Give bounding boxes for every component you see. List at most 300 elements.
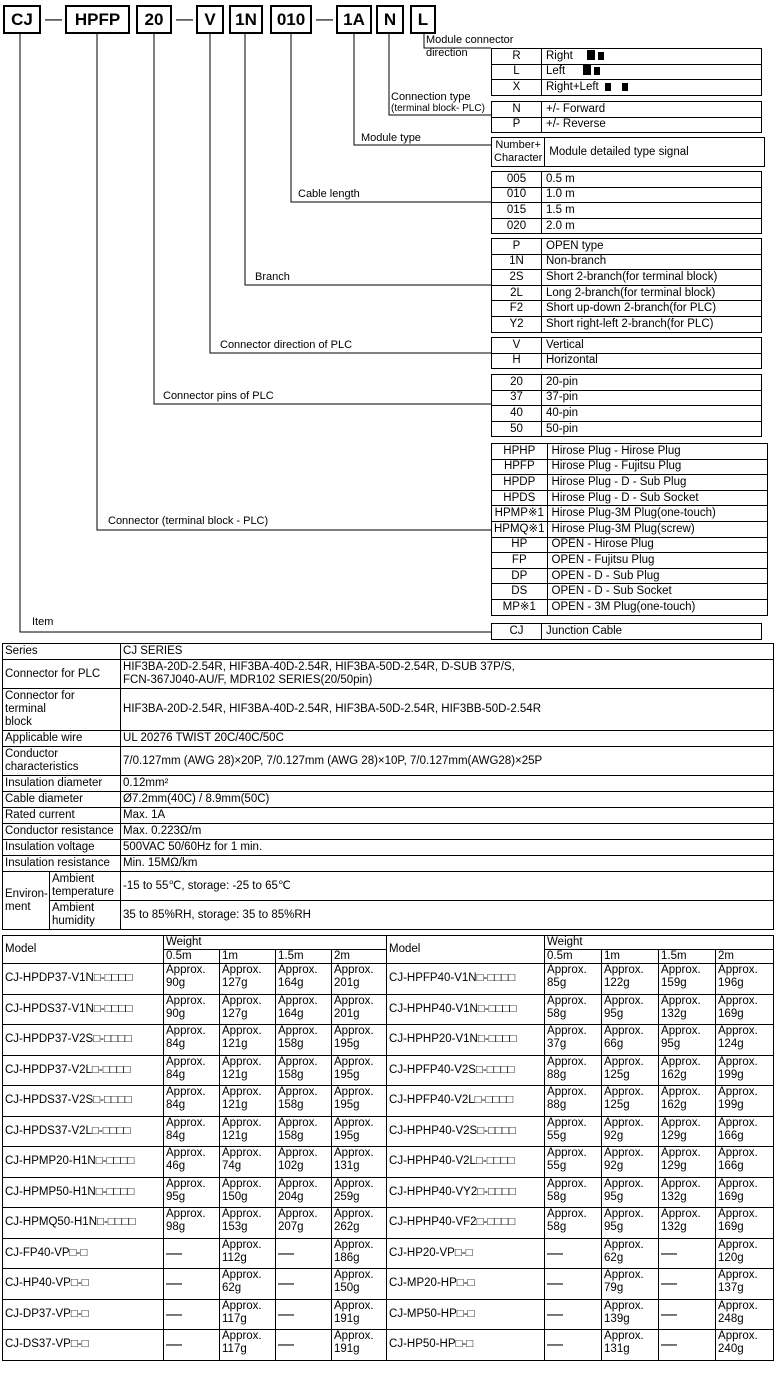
weight-cell: [220, 1177, 276, 1208]
spec-value: 500VAC 50/60Hz for 1 min.: [121, 840, 774, 856]
weights-row: [3, 1025, 774, 1056]
option-row: [492, 537, 768, 553]
weight-value: 95g: [604, 1190, 624, 1203]
weight-cell: [220, 1116, 276, 1147]
weights-header-row: [3, 936, 774, 950]
spec-row: [3, 901, 774, 930]
option-desc-text: Left: [546, 65, 566, 78]
approx-label: Approx.: [547, 964, 587, 976]
weight-value: 84g: [166, 1099, 186, 1111]
model-cell: CJ-HPHP40-VY2□-□□□□: [387, 1177, 545, 1208]
weight-value: 132g: [661, 1221, 687, 1233]
weight-value: 158g: [278, 1068, 304, 1081]
weight-value: 92g: [604, 1129, 624, 1142]
approx-label: Approx.: [718, 1086, 758, 1098]
weight-value: 92g: [604, 1160, 624, 1172]
weight-value: 98g: [166, 1221, 186, 1233]
code-dash-3: —: [316, 9, 333, 28]
weight-cell: [220, 1025, 276, 1056]
model-cell: CJ-HPDP37-V2S□-□□□□: [3, 1025, 164, 1056]
approx-label: Approx.: [222, 1116, 262, 1129]
spec-row: [3, 872, 774, 901]
model-cell: CJ-HPDS37-V2S□-□□□□: [3, 1086, 164, 1117]
label-connection-type-1: Connection type: [391, 91, 471, 103]
option-desc: Hirose Plug-3M Plug(one-touch): [547, 506, 767, 522]
weight-cell: [716, 1177, 774, 1208]
weight-dash: —: [545, 1330, 602, 1361]
weight-value: 129g: [661, 1129, 687, 1142]
model-cell: CJ-MP50-HP□-□: [387, 1299, 545, 1330]
code-dash-1: —: [45, 9, 62, 28]
approx-label: Approx.: [222, 1086, 262, 1098]
approx-label: Approx.: [334, 1116, 374, 1129]
spec-key-environment: [3, 872, 50, 930]
option-row: [492, 475, 768, 491]
weight-cell: [332, 1269, 387, 1300]
connector-left-icon: [622, 83, 628, 91]
option-desc: 20-pin: [542, 375, 762, 391]
model-cell: CJ-HPMQ50-H1N□-□□□□: [3, 1208, 164, 1239]
option-row: [492, 568, 768, 584]
connector-type-table: [491, 443, 768, 616]
code-part-direction: V: [196, 5, 224, 34]
approx-label: Approx.: [547, 1208, 587, 1220]
weight-value: 95g: [661, 1038, 681, 1050]
weight-cell: [164, 1177, 220, 1208]
model-cell: CJ-HPFP40-V2L□-□□□□: [387, 1086, 545, 1117]
option-code: Y2: [492, 316, 542, 332]
weight-value: 121g: [222, 1068, 248, 1081]
model-cell: CJ-HPDS37-V1N□-□□□□: [3, 994, 164, 1025]
option-desc: Vertical: [542, 338, 762, 354]
weight-value: 162g: [661, 1099, 687, 1111]
approx-label: Approx.: [718, 1116, 758, 1129]
option-code: 37: [492, 390, 542, 406]
weight-value: 158g: [278, 1099, 304, 1111]
weight-cell: [164, 964, 220, 995]
model-cell: CJ-HPDS37-V2L□-□□□□: [3, 1116, 164, 1147]
option-code: FP: [492, 553, 548, 569]
approx-label: Approx.: [547, 1025, 587, 1037]
weight-cell: [332, 1147, 387, 1178]
approx-label: Approx.: [547, 1177, 587, 1190]
option-row: [492, 584, 768, 600]
option-row: [492, 353, 762, 369]
weight-cell: [276, 1177, 332, 1208]
approx-label: Approx.: [718, 1025, 758, 1037]
weight-value: 127g: [222, 977, 248, 989]
spec-value-line1: HIF3BA-20D-2.54R, HIF3BA-40D-2.54R, HIF3BA-50D-2.54R, D-SUB 37P/S,: [123, 661, 515, 673]
spec-key: Series: [3, 644, 121, 660]
option-code: 40: [492, 406, 542, 422]
weight-cell: [716, 1147, 774, 1178]
option-code: HPMQ※1: [492, 521, 548, 537]
option-code: MP※1: [492, 599, 548, 615]
weight-value: 37g: [547, 1038, 567, 1050]
weight-value: 132g: [661, 1190, 687, 1203]
approx-label: Approx.: [334, 1177, 374, 1190]
spec-key: [50, 901, 121, 930]
weight-cell: [545, 1116, 602, 1147]
option-code: HPHP: [492, 444, 548, 460]
option-desc: OPEN - Fujitsu Plug: [547, 553, 767, 569]
approx-label: Approx.: [222, 1055, 262, 1068]
connector-plug-icon: [598, 52, 604, 60]
weight-cell: [716, 1086, 774, 1117]
option-code-line2: Character: [494, 152, 543, 164]
connector-right-icon: [587, 50, 595, 60]
weight-value: 55g: [547, 1129, 567, 1142]
weight-cell: [602, 1269, 659, 1300]
weight-value: 195g: [334, 1068, 360, 1081]
weight-cell: [716, 1208, 774, 1239]
option-row: [492, 138, 765, 167]
option-desc: 40-pin: [542, 406, 762, 422]
weight-cell: [276, 1147, 332, 1178]
weight-value: 195g: [334, 1129, 360, 1142]
option-row: [492, 301, 762, 317]
header-weight: Weight: [545, 936, 774, 950]
option-desc: Hirose Plug-3M Plug(screw): [547, 521, 767, 537]
weight-value: 129g: [661, 1160, 687, 1172]
approx-label: Approx.: [166, 1055, 206, 1068]
connector-plug-icon: [594, 67, 600, 75]
weight-value: 191g: [334, 1343, 360, 1355]
pins-table: [491, 374, 762, 437]
label-module-connector-direction-2: direction: [426, 47, 468, 59]
option-desc: +/- Reverse: [542, 117, 762, 133]
weight-value: 191g: [334, 1312, 360, 1325]
spec-row: [3, 731, 774, 747]
branch-table: [491, 238, 762, 333]
label-connector-pins-plc: Connector pins of PLC: [163, 390, 274, 402]
weight-dash: —: [659, 1238, 716, 1269]
spec-value-line2: FCN-367J040-AU/F, MDR102 SERIES(20/50pin): [123, 674, 373, 686]
spec-key: [3, 689, 121, 731]
approx-label: Approx.: [278, 1025, 318, 1037]
weight-cell: [545, 1177, 602, 1208]
weight-cell: [602, 1086, 659, 1117]
spec-value: 7/0.127mm (AWG 28)×20P, 7/0.127mm (AWG 28)×10P, 7/0.127mm(AWG28)×25P: [121, 747, 774, 776]
weight-cell: [220, 1299, 276, 1330]
model-cell: CJ-DP37-VP□-□: [3, 1299, 164, 1330]
weight-cell: [332, 1330, 387, 1361]
spec-row: [3, 824, 774, 840]
option-desc: 37-pin: [542, 390, 762, 406]
weight-value: 95g: [604, 1007, 624, 1020]
option-row: [492, 102, 762, 118]
weight-cell: [659, 1147, 716, 1178]
weight-dash: —: [545, 1238, 602, 1269]
weights-row: [3, 994, 774, 1025]
weight-value: 159g: [661, 977, 687, 989]
option-code-line1: Number+: [495, 139, 541, 151]
weight-value: 88g: [547, 1068, 567, 1081]
option-desc-text: Right: [546, 49, 573, 62]
option-desc: 1.0 m: [542, 187, 762, 203]
approx-label: Approx.: [334, 1330, 374, 1342]
header-length: 1.5m: [276, 950, 332, 964]
model-cell: CJ-HPFP40-V1N□-□□□□: [387, 964, 545, 995]
connection-options-table: [491, 101, 762, 133]
weight-cell: [220, 994, 276, 1025]
option-code: N: [492, 102, 542, 118]
option-row: [492, 553, 768, 569]
spec-key-line2: temperature: [52, 886, 115, 898]
weight-dash: —: [276, 1330, 332, 1361]
weight-cell: [602, 1025, 659, 1056]
model-cell: CJ-HPHP40-V1N□-□□□□: [387, 994, 545, 1025]
ordering-code-diagram: [0, 0, 781, 640]
weight-value: 121g: [222, 1038, 248, 1050]
approx-label: Approx.: [661, 1055, 701, 1068]
weight-cell: [276, 1086, 332, 1117]
weight-cell: [659, 1116, 716, 1147]
approx-label: Approx.: [334, 1299, 374, 1312]
option-row: [492, 390, 762, 406]
option-desc: 50-pin: [542, 421, 762, 437]
option-desc: OPEN type: [542, 239, 762, 255]
weight-cell: [602, 964, 659, 995]
approx-label: Approx.: [661, 994, 701, 1007]
code-part-branch: 1N: [229, 5, 263, 34]
label-cable-length: Cable length: [298, 188, 360, 200]
header-model: Model: [3, 936, 164, 964]
option-code: HPMP※1: [492, 506, 548, 522]
option-row: [492, 316, 762, 332]
spec-value: Max. 0.223Ω/m: [121, 824, 774, 840]
option-row: [492, 338, 762, 354]
header-length: 2m: [332, 950, 387, 964]
option-row: [492, 49, 762, 65]
weight-value: 195g: [334, 1038, 360, 1050]
weight-value: 85g: [547, 977, 567, 989]
weight-value: 248g: [718, 1312, 744, 1325]
weight-cell: [332, 1238, 387, 1269]
weight-cell: [659, 1177, 716, 1208]
option-row: [492, 444, 768, 460]
weight-value: 204g: [278, 1190, 304, 1203]
weight-value: 201g: [334, 1007, 360, 1020]
header-length: 1m: [220, 950, 276, 964]
weight-cell: [164, 1116, 220, 1147]
weights-row: [3, 1238, 774, 1269]
spec-key: Cable diameter: [3, 792, 121, 808]
weight-value: 95g: [166, 1190, 186, 1203]
option-code: 2S: [492, 270, 542, 286]
option-row: [492, 490, 768, 506]
approx-label: Approx.: [547, 1055, 587, 1068]
spec-key: Applicable wire: [3, 731, 121, 747]
weight-value: 150g: [334, 1282, 360, 1294]
approx-label: Approx.: [604, 1269, 644, 1281]
weight-value: 186g: [334, 1251, 360, 1264]
weight-dash: —: [164, 1299, 220, 1330]
weight-value: 121g: [222, 1099, 248, 1111]
weight-value: 62g: [222, 1282, 242, 1294]
weights-row: [3, 1330, 774, 1361]
approx-label: Approx.: [547, 1086, 587, 1098]
option-row: [492, 459, 768, 475]
weight-cell: [276, 1025, 332, 1056]
approx-label: Approx.: [661, 1116, 701, 1129]
weight-value: 166g: [718, 1160, 744, 1172]
weight-cell: [332, 1055, 387, 1086]
spec-value: HIF3BA-20D-2.54R, HIF3BA-40D-2.54R, HIF3BA-50D-2.54R, HIF3BB-50D-2.54R: [121, 689, 774, 731]
weight-value: 55g: [547, 1160, 567, 1172]
weight-cell: [545, 1208, 602, 1239]
option-code: 50: [492, 421, 542, 437]
approx-label: Approx.: [718, 994, 758, 1007]
approx-label: Approx.: [547, 994, 587, 1007]
spec-row: [3, 747, 774, 776]
approx-label: Approx.: [334, 994, 374, 1007]
option-row: [492, 64, 762, 80]
weight-cell: [545, 964, 602, 995]
header-length: 1.5m: [659, 950, 716, 964]
model-cell: CJ-HPDP37-V2L□-□□□□: [3, 1055, 164, 1086]
weight-value: 139g: [604, 1312, 630, 1325]
label-module-connector-direction-1: Module connector: [426, 34, 514, 46]
option-row: [492, 285, 762, 301]
approx-label: Approx.: [604, 1116, 644, 1129]
approx-label: Approx.: [222, 1299, 262, 1312]
option-desc: +/- Forward: [542, 102, 762, 118]
approx-label: Approx.: [604, 1147, 644, 1159]
weights-row: [3, 1299, 774, 1330]
weight-cell: [659, 1025, 716, 1056]
header-model: Model: [387, 936, 545, 964]
weight-value: 158g: [278, 1038, 304, 1050]
spec-row: [3, 644, 774, 660]
spec-key: Conductor resistance: [3, 824, 121, 840]
weight-value: 125g: [604, 1099, 630, 1111]
approx-label: Approx.: [222, 964, 262, 976]
spec-row: [3, 660, 774, 689]
weights-row: [3, 1086, 774, 1117]
weight-value: 196g: [718, 977, 744, 989]
option-desc: Hirose Plug - D - Sub Plug: [547, 475, 767, 491]
weight-cell: [602, 1238, 659, 1269]
approx-label: Approx.: [661, 1208, 701, 1220]
code-part-module-type: 1A: [336, 5, 372, 34]
weight-value: 127g: [222, 1007, 248, 1020]
weight-dash: —: [659, 1330, 716, 1361]
code-part-connector: HPFP: [65, 5, 130, 34]
option-row: [492, 270, 762, 286]
weight-value: 169g: [718, 1221, 744, 1233]
weight-cell: [220, 1055, 276, 1086]
label-branch: Branch: [255, 271, 290, 283]
option-desc: Short 2-branch(for terminal block): [542, 270, 762, 286]
weight-cell: [659, 1055, 716, 1086]
weight-cell: [332, 1177, 387, 1208]
weight-cell: [545, 994, 602, 1025]
weight-value: 90g: [166, 977, 186, 989]
option-code: DS: [492, 584, 548, 600]
weight-cell: [276, 1116, 332, 1147]
weight-value: 240g: [718, 1343, 744, 1355]
approx-label: Approx.: [334, 1269, 374, 1281]
weight-value: 58g: [547, 1007, 567, 1020]
spec-row: [3, 808, 774, 824]
approx-label: Approx.: [718, 1299, 758, 1312]
weight-value: 169g: [718, 1007, 744, 1020]
weight-dash: —: [545, 1299, 602, 1330]
weight-value: 158g: [278, 1129, 304, 1142]
approx-label: Approx.: [334, 1025, 374, 1037]
option-desc: 1.5 m: [542, 203, 762, 219]
connector-direction-table: [491, 337, 762, 369]
weight-value: 84g: [166, 1068, 186, 1081]
weight-cell: [545, 1086, 602, 1117]
weight-dash: —: [659, 1299, 716, 1330]
spec-key-line1: Ambient: [52, 902, 95, 914]
weight-value: 124g: [718, 1038, 744, 1050]
weights-row: [3, 1147, 774, 1178]
approx-label: Approx.: [166, 1116, 206, 1129]
option-desc: OPEN - Hirose Plug: [547, 537, 767, 553]
option-code: F2: [492, 301, 542, 317]
spec-key-line1: Connector for terminal: [5, 690, 75, 715]
approx-label: Approx.: [334, 1086, 374, 1098]
spec-key-line1: Environ-: [5, 887, 48, 900]
option-code: R: [492, 49, 542, 65]
approx-label: Approx.: [718, 1330, 758, 1342]
approx-label: Approx.: [604, 964, 644, 976]
label-connection-type-2: (terminal block- PLC): [391, 103, 485, 114]
weights-row: [3, 1116, 774, 1147]
approx-label: Approx.: [278, 1208, 318, 1220]
spec-row: [3, 856, 774, 872]
weight-cell: [716, 1330, 774, 1361]
approx-label: Approx.: [334, 1055, 374, 1068]
weight-value: 262g: [334, 1221, 360, 1233]
spec-key: Rated current: [3, 808, 121, 824]
option-code: 020: [492, 218, 542, 234]
weight-cell: [332, 994, 387, 1025]
weights-table: [2, 935, 774, 1361]
option-row: [492, 506, 768, 522]
model-cell: CJ-MP20-HP□-□: [387, 1269, 545, 1300]
weight-value: 95g: [604, 1221, 624, 1233]
approx-label: Approx.: [166, 1208, 206, 1220]
item-table: [491, 623, 762, 640]
option-code: X: [492, 80, 542, 96]
option-desc: Long 2-branch(for terminal block): [542, 285, 762, 301]
approx-label: Approx.: [222, 1177, 262, 1190]
approx-label: Approx.: [278, 1086, 318, 1098]
weight-value: 84g: [166, 1129, 186, 1142]
option-desc: Short up-down 2-branch(for PLC): [542, 301, 762, 317]
weight-value: 199g: [718, 1068, 744, 1081]
weight-cell: [716, 964, 774, 995]
approx-label: Approx.: [604, 1025, 644, 1037]
weight-cell: [716, 1025, 774, 1056]
model-cell: CJ-DS37-VP□-□: [3, 1330, 164, 1361]
spec-key: Connector for PLC: [3, 660, 121, 689]
weight-value: 164g: [278, 1007, 304, 1020]
header-length: 0.5m: [164, 950, 220, 964]
option-row: [492, 218, 762, 234]
option-row: [492, 599, 768, 615]
approx-label: Approx.: [604, 994, 644, 1007]
option-desc: Hirose Plug - Fujitsu Plug: [547, 459, 767, 475]
approx-label: Approx.: [278, 1177, 318, 1190]
option-code: 2L: [492, 285, 542, 301]
model-cell: CJ-HPHP40-V2S□-□□□□: [387, 1116, 545, 1147]
option-desc: Non-branch: [542, 254, 762, 270]
